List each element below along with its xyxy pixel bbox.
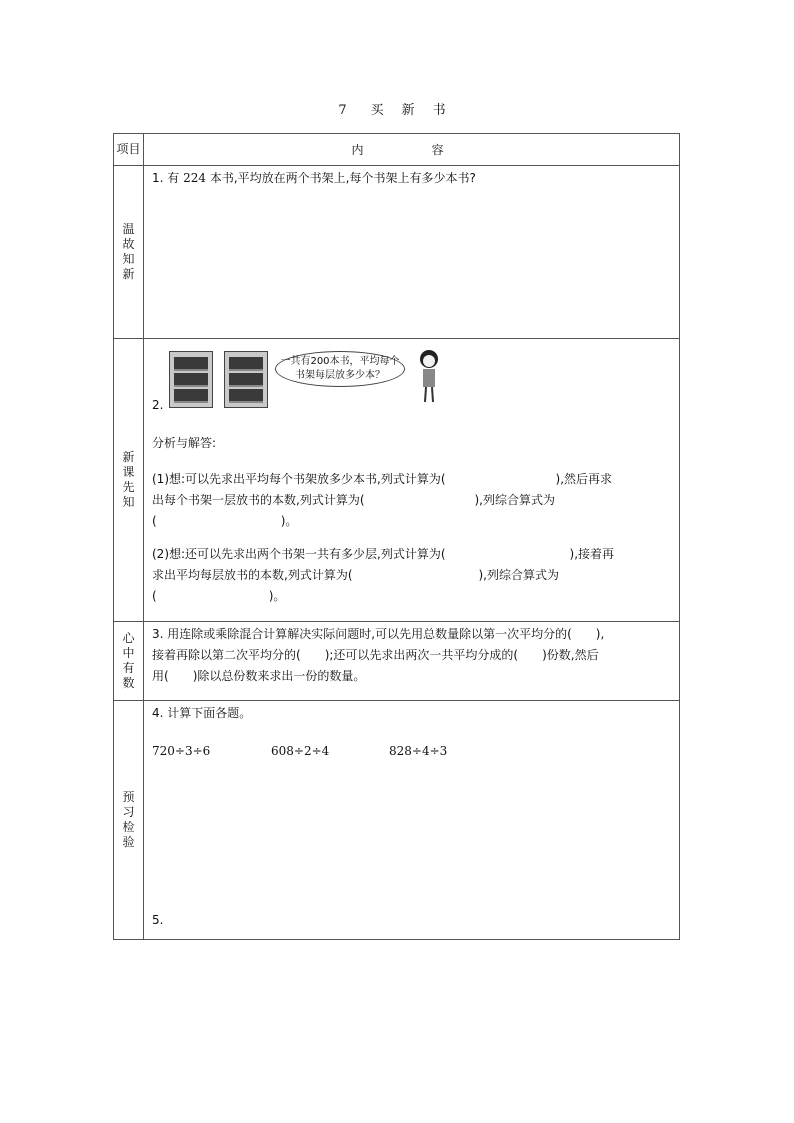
check-row — [114, 701, 680, 940]
title-char: 新 — [401, 103, 417, 118]
title-char: 买 — [370, 103, 386, 118]
expression-2: 608÷2÷4 — [271, 744, 330, 758]
preview-content — [144, 339, 680, 622]
header-col-item: 项目 — [114, 134, 144, 166]
review-content — [144, 166, 680, 339]
check-content — [144, 701, 680, 940]
check-label: 预习检验 — [114, 701, 144, 940]
summary-content — [144, 622, 680, 701]
page-title — [0, 99, 794, 118]
lesson-number: 7 — [338, 103, 349, 118]
summary-label: 心中有数 — [114, 622, 144, 701]
review-row — [114, 166, 680, 339]
header-row — [114, 134, 680, 166]
question-4: 4. 计算下面各题。 — [152, 706, 252, 720]
worksheet-table — [113, 133, 680, 940]
question-2-number: 2. — [152, 398, 164, 412]
question-1: 1. 有 224 本书,平均放在两个书架上,每个书架上有多少本书? — [152, 171, 476, 185]
expression-3: 828÷4÷3 — [389, 744, 448, 758]
analysis-part-1: (1)想:可以先求出平均每个书架放多少本书,列式计算为( ),然后再求 出每个书架一层放书的本数,列式计算为( ),列综合算式为 ( )。 — [152, 472, 613, 528]
title-char: 书 — [432, 103, 448, 118]
speech-bubble: 一共有200本书，平均每个书架每层放多少本？ — [275, 351, 405, 387]
preview-label: 新课先知 — [114, 339, 144, 622]
summary-row — [114, 622, 680, 701]
header-col-content: 内 容 — [144, 134, 680, 166]
preview-row — [114, 339, 680, 622]
question-3: 3. 用连除或乘除混合计算解决实际问题时,可以先用总数量除以第一次平均分的( ), 接着再除以第二次平均分的( );还可以先求出两次一共平均分成的( )份数,然后 用( )除以总份数来求出一份的数量。 — [152, 627, 605, 683]
analysis-title: 分析与解答: — [152, 436, 217, 450]
question-5: 5. — [152, 913, 164, 927]
analysis-part-2: (2)想:还可以先求出两个书架一共有多少层,列式计算为( ),接着再 求出平均每层放书的本数,列式计算为( ),列综合算式为 ( )。 — [152, 547, 615, 603]
expression-1: 720÷3÷6 — [152, 744, 211, 758]
review-label: 温故知新 — [114, 166, 144, 339]
